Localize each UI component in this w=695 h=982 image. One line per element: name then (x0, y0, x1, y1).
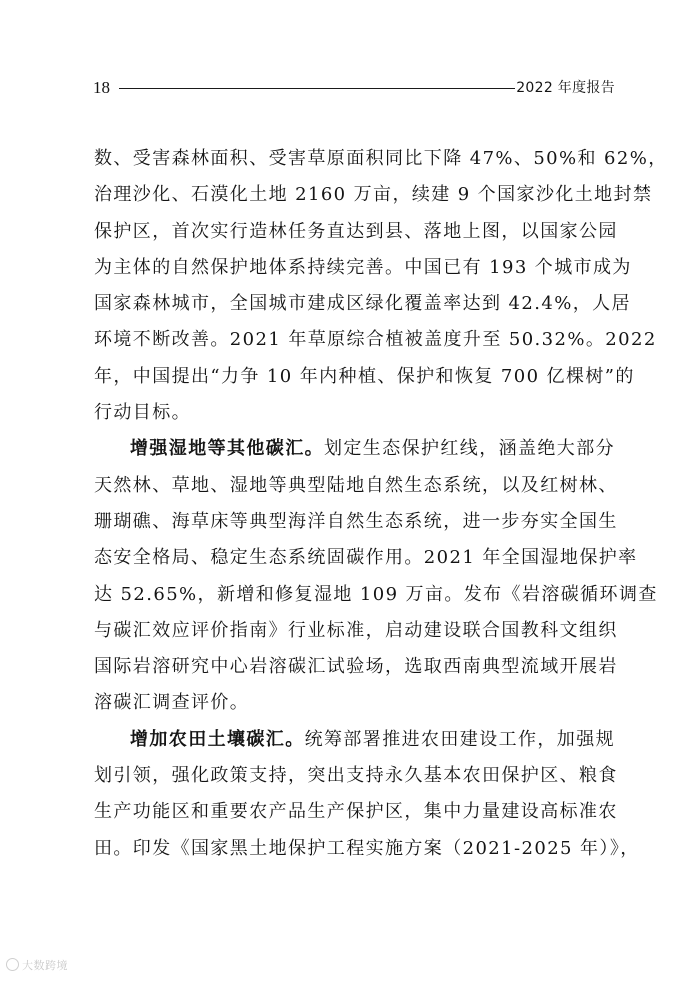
watermark-text: 大数跨境 (22, 959, 68, 972)
watermark-logo-icon (6, 958, 19, 971)
paragraph-first-line (94, 431, 615, 467)
text-line: 环境不断改善。2021 年草原综合植被盖度升至 50.32%。2022 (94, 329, 657, 351)
report-title: 2022 年度报告 (516, 80, 615, 96)
body-text (94, 141, 668, 867)
text-line: 生产功能区和重要农产品生产保护区，集中力量建设高标准农 (94, 801, 618, 823)
text-line: 划引领，强化政策支持，突出支持永久基本农田保护区、粮食 (94, 765, 618, 787)
text-line: 为主体的自然保护地体系持续完善。中国已有 193 个城市成为 (94, 256, 632, 278)
page-header (93, 76, 615, 100)
paragraph-heading: 增加农田土壤碳汇。 (130, 728, 305, 750)
text-line: 达 52.65%，新增和修复湿地 109 万亩。发布《岩溶碳循环调查 (94, 583, 658, 605)
paragraph-first-line (94, 722, 616, 758)
header-rule (119, 88, 515, 89)
text-line: 珊瑚礁、海草床等典型海洋自然生态系统，进一步夯实全国生 (94, 510, 618, 532)
text-line: 行动目标。 (94, 402, 191, 424)
text-line: 国家森林城市，全国城市建成区绿化覆盖率达到 42.4%，人居 (94, 293, 631, 315)
page-number: 18 (93, 78, 110, 97)
text-line: 溶碳汇调查评价。 (94, 692, 250, 714)
text-line: 数、受害森林面积、受害草原面积同比下降 47%、50%和 62%， (94, 148, 668, 169)
text-line: 年，中国提出“力争 10 年内种植、保护和恢复 700 亿棵树”的 (94, 365, 635, 387)
text-line: 态安全格局、稳定生态系统固碳作用。2021 年全国湿地保护率 (94, 547, 638, 569)
paragraph-heading: 增强湿地等其他碳汇。 (130, 438, 324, 460)
text-line: 国际岩溶研究中心岩溶碳汇试验场，选取西南典型流域开展岩 (94, 656, 618, 678)
text-run: 划定生态保护红线，涵盖绝大部分 (324, 438, 615, 460)
text-line: 田。印发《国家黑土地保护工程实施方案（2021-2025 年）》， (94, 837, 640, 859)
text-line: 治理沙化、石漠化土地 2160 万亩，续建 9 个国家沙化土地封禁 (94, 184, 653, 206)
text-line: 天然林、草地、湿地等典型陆地自然生态系统，以及红树林、 (94, 474, 618, 496)
text-line: 保护区，首次实行造林任务直达到县、落地上图，以国家公园 (94, 220, 618, 242)
watermark (6, 957, 68, 973)
text-line: 与碳汇效应评价指南》行业标准，启动建设联合国教科文组织 (94, 619, 618, 641)
text-run: 统筹部署推进农田建设工作，加强规 (304, 728, 616, 750)
